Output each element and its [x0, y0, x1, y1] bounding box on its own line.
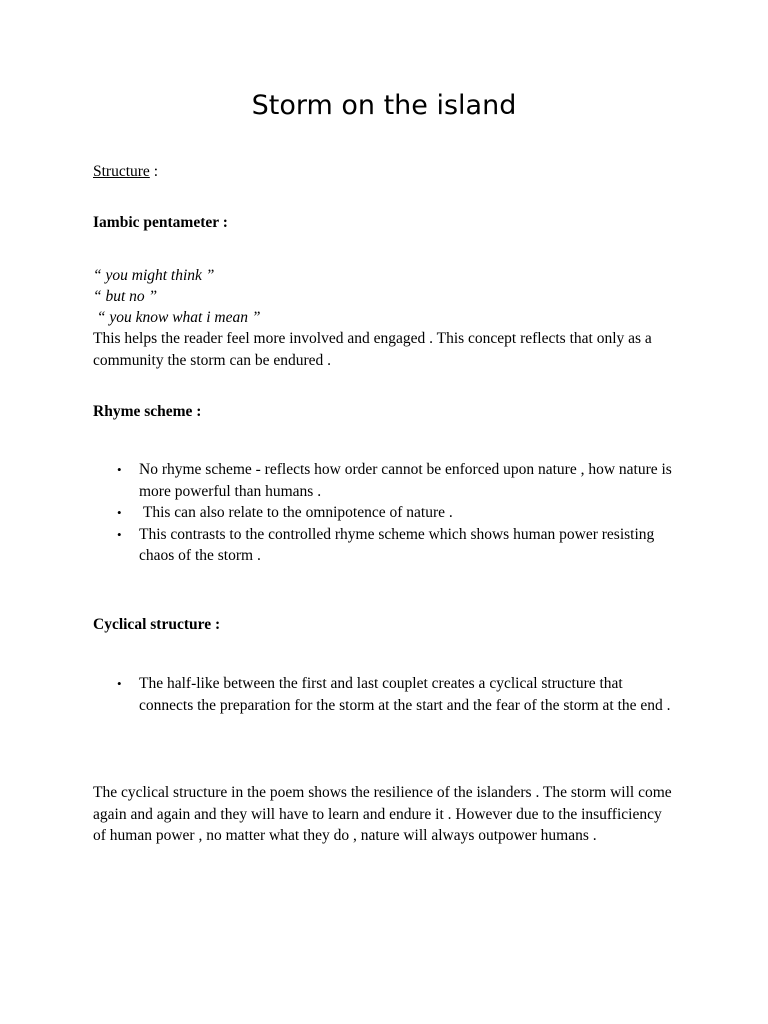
list-item-text: This contrasts to the controlled rhyme scheme which shows human power resisting chaos of the storm .: [139, 525, 655, 564]
cyclical-heading: Cyclical structure :: [93, 616, 221, 633]
iambic-paragraph: This helps the reader feel more involved and engaged . This concept reflects that only as a community the storm can be endured .: [93, 330, 652, 369]
list-item: [93, 524, 679, 567]
list-item: [93, 459, 679, 502]
iambic-heading: Iambic pentameter :: [93, 214, 228, 231]
cyclical-bullet-list: [93, 673, 683, 716]
rhyme-heading: Rhyme scheme :: [93, 403, 202, 420]
quote-line: “ you might think ”: [93, 267, 215, 284]
list-item: [93, 502, 679, 524]
quote-line: “ you know what i mean ”: [93, 309, 261, 326]
list-item-text: The half-like between the first and last couplet creates a cyclical structure that connects the preparation for the storm at the start and the fear of the storm at the end .: [139, 675, 671, 714]
bullet-icon: •: [117, 505, 122, 520]
bullet-icon: •: [117, 526, 122, 542]
iambic-quotes: [93, 265, 683, 328]
structure-label: Structure: [93, 163, 150, 180]
structure-colon: :: [149, 163, 159, 180]
cyclical-paragraph: The cyclical structure in the poem shows the resilience of the islanders . The storm will come again and again and they will have to learn and endure it . However due to the insufficiency of human power , no matter what they do , nature will always outpower humans .: [93, 784, 672, 844]
bullet-icon: •: [117, 676, 122, 691]
page-title: Storm on the island: [251, 90, 517, 121]
list-item-text: No rhyme scheme - reflects how order cannot be enforced upon nature , how nature is more powerful than humans .: [139, 461, 672, 500]
structure-heading: [93, 161, 683, 183]
list-item-text: This can also relate to the omnipotence of nature .: [139, 504, 453, 521]
quote-line: “ but no ”: [93, 288, 158, 305]
bullet-icon: •: [117, 462, 122, 477]
rhyme-bullet-list: [93, 459, 683, 567]
list-item: [93, 673, 679, 716]
